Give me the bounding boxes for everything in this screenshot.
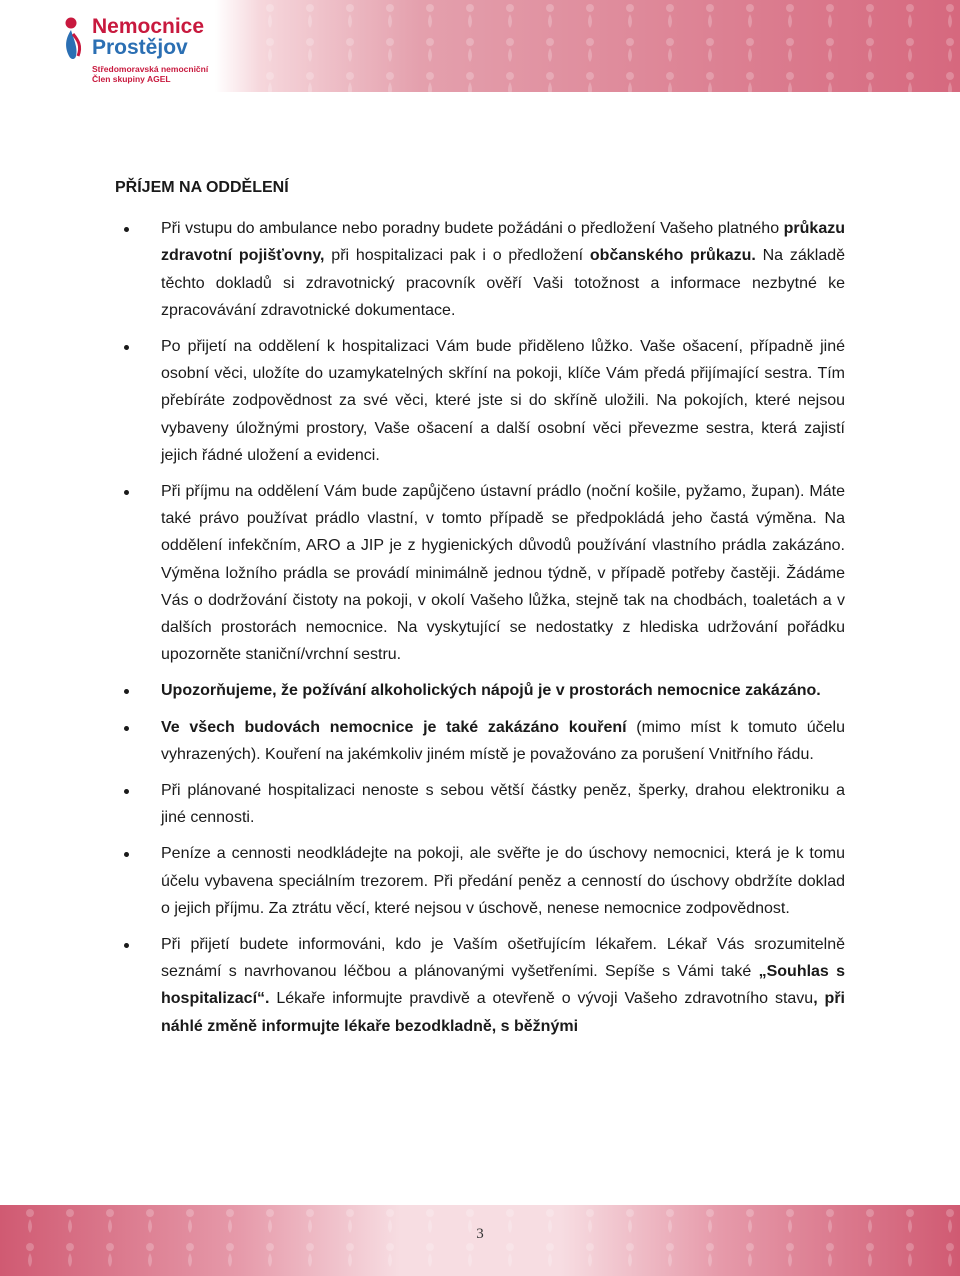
pattern-drop [108,1253,112,1267]
pattern-dot [426,1209,434,1217]
list-item [115,714,845,768]
pattern-dot [586,72,594,80]
list-item [115,931,845,1040]
pattern-dot [186,1209,194,1217]
text: Při plánované hospitalizaci nenoste s sebou větší částky peněz, šperky, drahou elektroniku a jiné cennosti. [161,782,845,827]
bullet-icon [124,943,129,948]
pattern-drop [788,48,792,62]
pattern-dot [546,4,554,12]
pattern-drop [788,1253,792,1267]
pattern-drop [668,1253,672,1267]
pattern-dot [946,4,954,12]
pattern-dot [866,38,874,46]
pattern-drop [788,82,792,92]
pattern-dot [826,4,834,12]
pattern-dot [586,4,594,12]
pattern-dot [866,4,874,12]
pattern-drop [748,1253,752,1267]
pattern-dot [306,38,314,46]
pattern-dot [466,72,474,80]
pattern-drop [468,82,472,92]
pattern-dot [746,1243,754,1251]
pattern-drop [28,1253,32,1267]
pattern-drop [708,48,712,62]
pattern-dot [506,1243,514,1251]
pattern-drop [348,14,352,28]
pattern-dot [786,72,794,80]
pattern-dot [746,4,754,12]
pattern-dot [506,72,514,80]
pattern-dot [466,38,474,46]
pattern-dot [266,4,274,12]
pattern-drop [788,14,792,28]
pattern-drop [908,82,912,92]
pattern-drop [828,82,832,92]
pattern-dot [546,72,554,80]
pattern-dot [746,72,754,80]
pattern-drop [588,14,592,28]
pattern-dot [946,1243,954,1251]
pattern-dot [386,1209,394,1217]
pattern-dot [386,38,394,46]
pattern-dot [946,38,954,46]
pattern-dot [666,4,674,12]
bullet-icon [124,689,129,694]
pattern-dot [506,4,514,12]
bullet-icon [124,852,129,857]
pattern-drop [948,1253,952,1267]
pattern-dot [666,72,674,80]
pattern-dot [186,1243,194,1251]
pattern-dot [546,38,554,46]
pattern-drop [428,14,432,28]
pattern-dot [466,1243,474,1251]
logo-mark-icon [62,16,88,64]
pattern-drop [708,82,712,92]
pattern-drop [428,48,432,62]
pattern-drop [508,1253,512,1267]
pattern-drop [548,82,552,92]
pattern-dot [266,38,274,46]
pattern-dot [626,4,634,12]
bullet-icon [124,345,129,350]
pattern-drop [268,82,272,92]
logo-title-line1: Nemocnice [92,15,205,38]
pattern-dot [306,4,314,12]
pattern-dot [786,4,794,12]
page-number: 3 [476,1226,484,1242]
pattern-drop [388,1253,392,1267]
pattern-dot [266,1243,274,1251]
pattern-drop [268,1253,272,1267]
logo-title-line2: Prostějov [92,36,188,59]
pattern-drop [228,1253,232,1267]
pattern-drop [548,48,552,62]
bullet-icon [124,726,129,731]
pattern-dot [506,1209,514,1217]
pattern-dot [626,1243,634,1251]
pattern-dot [546,1243,554,1251]
pattern-drop [508,14,512,28]
pattern-drop [548,14,552,28]
text: Po přijetí na oddělení k hospitalizaci Vám bude přiděleno lůžko. Vaše ošacení, případně jiné osobní věci, uložíte do uzamykatelných skříní na pokoji, klíče Vám předá přijímající sestra. Tím přebíráte zodpovědnost za své věci, které jste si do skříně uložili. Na pokojích, které nejsou vybaveny úložnými prostory, Vaše ošacení a další osobní věci převezme sestra, která zajistí jejich řádné uložení a evidenci. [161,338,845,464]
pattern-dot [906,1209,914,1217]
bold-text: Upozorňujeme, že požívání alkoholických nápojů je v prostorách nemocnice zakázáno. [161,682,821,700]
pattern-drop [308,14,312,28]
pattern-dot [746,38,754,46]
pattern-drop [308,82,312,92]
bold-text: občanského průkazu. [589,247,756,265]
pattern-drop [828,1253,832,1267]
pattern-dot [426,72,434,80]
text: (mimo míst k tomuto účelu vyhrazených). Kouření na jakémkoliv jiném místě je považováno za porušení Vnitřního řádu. [161,718,845,763]
pattern-dot [586,1209,594,1217]
list-item [115,215,845,324]
pattern-dot [346,1243,354,1251]
pattern-drop [308,48,312,62]
pattern-drop [668,14,672,28]
text: Při příjmu na oddělení Vám bude zapůjčeno ústavní prádlo (noční košile, pyžamo, župan). Máte také právo používat prádlo vlastní, v tomto případě se předpokládá jeho častá výměna. Na oddělení infekčním, ARO a JIP je z hygienických důvodů používání vlastního prádla zakázáno. Výměna ložního prádla se provádí minimálně jednou týdně, v případě potřeby častěji. Žádáme Vás o dodržování čistoty na pokoji, v okolí Vašeho lůžka, stejně tak na chodbách, toaletách a v dalších prostorách nemocnice. Na vyskytující se nedostatky z hlediska udržování pořádku upozorněte staniční/vrchní sestru. [161,483,845,664]
pattern-dot [586,38,594,46]
pattern-dot [386,72,394,80]
text: při hospitalizaci pak i o předložení [324,247,590,265]
pattern-drop [948,82,952,92]
pattern-dot [906,4,914,12]
pattern-drop [388,82,392,92]
pattern-dot [706,1209,714,1217]
pattern-drop [828,14,832,28]
pattern-drop [948,14,952,28]
pattern-dot [706,72,714,80]
pattern-drop [868,1253,872,1267]
logo-group-line: Člen skupiny AGEL [92,74,171,84]
pattern-drop [588,48,592,62]
pattern-dot [706,4,714,12]
bold-text: , při náhlé změně informujte lékaře bezodkladně, s běžnými [161,990,845,1035]
logo-subtitle: Středomoravská nemocniční [92,64,209,74]
list-item [115,777,845,831]
pattern-dot [706,38,714,46]
pattern-dot [866,72,874,80]
pattern-drop [908,1253,912,1267]
text: Peníze a cennosti neodkládejte na pokoji, ale svěřte je do úschovy nemocnici, která je k tomu účelu vybavena speciálním trezorem. Při předání peněz a cenností do úschovy obdržíte doklad o jejich příjmu. Za ztrátu věcí, které nejsou v úschově, nenese nemocnice zodpovědnost. [161,845,845,917]
pattern-dot [226,1243,234,1251]
pattern-drop [468,14,472,28]
pattern-dot [946,1209,954,1217]
pattern-drop [748,82,752,92]
pattern-drop [388,14,392,28]
pattern-drop [588,1253,592,1267]
pattern-dot [146,1209,154,1217]
pattern-dot [466,4,474,12]
pattern-drop [148,1253,152,1267]
text: Na základě těchto dokladů si zdravotnický pracovník ověří Vaši totožnost a informace nezbytné ke zpracovávání zdravotnické dokumentace. [161,247,846,319]
pattern-dot [346,38,354,46]
text: Lékaře informujte pravdivě a otevřeně o vývoji Vašeho zdravotního stavu [269,990,814,1008]
pattern-drop [628,82,632,92]
pattern-drop [468,1253,472,1267]
pattern-dot [906,72,914,80]
pattern-dot [306,72,314,80]
pattern-dot [266,72,274,80]
list-item [115,333,845,469]
pattern-drop [828,48,832,62]
pattern-dot [786,1209,794,1217]
section-heading: PŘÍJEM NA ODDĚLENÍ [115,179,289,196]
pattern-drop [468,48,472,62]
pattern-drop [708,1253,712,1267]
pattern-dot [426,1243,434,1251]
pattern-drop [628,14,632,28]
pattern-drop [308,1253,312,1267]
pattern-drop [748,14,752,28]
pattern-dot [906,38,914,46]
pattern-dot [786,1243,794,1251]
pattern-dot [306,1209,314,1217]
pattern-dot [826,1243,834,1251]
pattern-dot [106,1243,114,1251]
pattern-dot [346,4,354,12]
pattern-dot [66,1209,74,1217]
rules-list [115,215,845,1040]
pattern-dot [866,1243,874,1251]
pattern-dot [626,38,634,46]
pattern-drop [748,48,752,62]
pattern-dot [346,72,354,80]
pattern-dot [906,1243,914,1251]
pattern-dot [586,1243,594,1251]
pattern-dot [746,1209,754,1217]
pattern-dot [466,1209,474,1217]
list-item [115,478,845,668]
pattern-dot [666,38,674,46]
pattern-dot [826,38,834,46]
pattern-dot [306,1243,314,1251]
pattern-drop [348,82,352,92]
pattern-drop [868,82,872,92]
pattern-drop [588,82,592,92]
pattern-drop [348,1253,352,1267]
list-item [115,677,845,704]
pattern-drop [268,48,272,62]
bullet-icon [124,490,129,495]
pattern-dot [946,72,954,80]
pattern-drop [668,82,672,92]
pattern-drop [628,48,632,62]
pattern-dot [426,4,434,12]
pattern-dot [666,1243,674,1251]
pattern-dot [426,38,434,46]
pattern-dot [666,1209,674,1217]
pattern-drop [508,48,512,62]
pattern-dot [866,1209,874,1217]
pattern-dot [106,1209,114,1217]
pattern-dot [786,38,794,46]
pattern-drop [868,14,872,28]
bold-text: „Souhlas s hospitalizací“. [161,963,845,1008]
pattern-drop [668,48,672,62]
pattern-dot [386,1243,394,1251]
text: Při přijetí budete informováni, kdo je Vaším ošetřujícím lékařem. Lékař Vás srozumitelně seznámí s navrhovanou léčbou a plánovanými vyšetřeními. Sepíše s Vámi také [161,936,845,981]
pattern-drop [188,1253,192,1267]
text: Při vstupu do ambulance nebo poradny budete požádáni o předložení Vašeho platného [161,220,784,238]
bold-text: průkazu zdravotní pojišťovny, [161,220,845,265]
pattern-drop [908,48,912,62]
pattern-dot [626,1209,634,1217]
pattern-dot [506,38,514,46]
pattern-dot [226,1209,234,1217]
hospital-logo [62,12,222,84]
bullet-icon [124,789,129,794]
pattern-dot [146,1243,154,1251]
pattern-dot [546,1209,554,1217]
pattern-drop [268,14,272,28]
pattern-dot [346,1209,354,1217]
pattern-dot [826,1209,834,1217]
pattern-dot [266,1209,274,1217]
pattern-dot [26,1243,34,1251]
pattern-drop [428,1253,432,1267]
pattern-drop [868,48,872,62]
pattern-drop [508,82,512,92]
pattern-dot [26,1209,34,1217]
list-item [115,840,845,922]
pattern-dot [386,4,394,12]
pattern-drop [428,82,432,92]
bold-text: Ve všech budovách nemocnice je také zakázáno kouření [161,718,627,736]
pattern-drop [548,1253,552,1267]
pattern-dot [626,72,634,80]
document-body [115,174,845,1049]
pattern-drop [68,1253,72,1267]
bullet-icon [124,227,129,232]
pattern-drop [388,48,392,62]
pattern-drop [348,48,352,62]
pattern-drop [708,14,712,28]
pattern-dot [706,1243,714,1251]
pattern-drop [628,1253,632,1267]
pattern-drop [948,48,952,62]
pattern-dot [826,72,834,80]
pattern-dot [66,1243,74,1251]
pattern-drop [908,14,912,28]
